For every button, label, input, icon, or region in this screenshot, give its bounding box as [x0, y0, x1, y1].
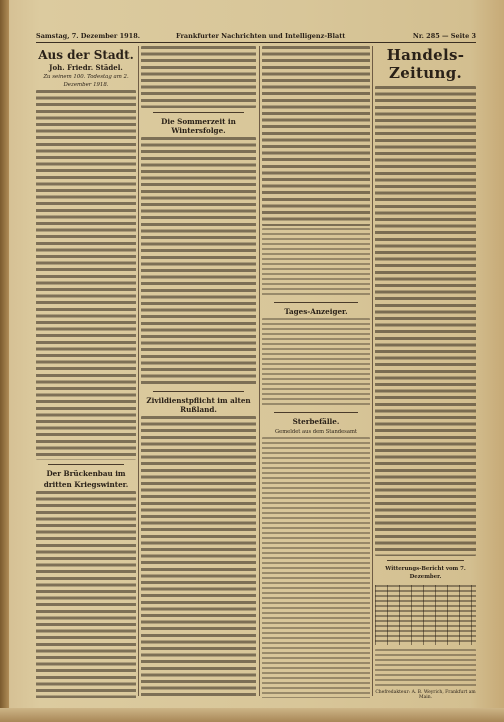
article-divider — [153, 112, 244, 113]
page-binding-edge — [0, 0, 9, 722]
column-separator — [138, 46, 139, 696]
death-notices — [262, 437, 370, 698]
article-heading: Der Brückenbau im — [46, 469, 126, 478]
page-bottom-edge — [0, 708, 504, 722]
article-body-text — [36, 491, 136, 698]
section-note: Gemeldet aus dem Standesamt — [275, 429, 357, 435]
page-footer: Chefredakteur: A. B. Weyrich, Frankfurt am Main. — [375, 690, 476, 700]
column-local-news — [36, 46, 136, 698]
article-body-text — [262, 46, 370, 226]
weather-table-title: Witterungs-Bericht vom 7. Dezember. — [385, 566, 466, 580]
article-heading: Zivildienstpflicht im alten Rußland. — [146, 396, 251, 414]
section-heading: Handels-Zeitung. — [386, 46, 465, 82]
article-divider — [274, 412, 358, 413]
article-body-text — [36, 90, 136, 460]
article-heading: Joh. Friedr. Städel. — [49, 63, 123, 72]
theater-listings — [262, 228, 370, 298]
column-business — [375, 46, 476, 698]
section-heading: Tages-Anzeiger. — [284, 307, 348, 316]
weather-notes — [375, 649, 476, 689]
article-divider — [48, 464, 124, 465]
article-divider — [387, 560, 464, 561]
section-heading: Sterbefälle. — [292, 417, 340, 426]
business-news-text — [375, 86, 476, 556]
article-divider — [153, 391, 244, 392]
page-header — [36, 30, 476, 42]
section-heading: Aus der Stadt. — [38, 48, 134, 62]
article-body-text — [141, 416, 256, 698]
header-rule — [36, 42, 476, 43]
column-articles — [141, 46, 256, 698]
header-issue: Nr. 285 — Seite 3 — [412, 32, 476, 40]
article-heading: Die Sommerzeit in Wintersfolge. — [161, 117, 236, 135]
weather-table — [375, 585, 476, 645]
column-separator — [259, 46, 260, 696]
article-dateline: Zu seinem 100. Todestag am 2. Dezember 1918. — [43, 74, 129, 88]
header-date: Samstag, 7. Dezember 1918. — [36, 32, 140, 40]
article-body-text — [141, 46, 256, 108]
column-announcements — [262, 46, 370, 698]
article-divider — [274, 302, 358, 303]
article-body-text — [141, 137, 256, 387]
daily-listings — [262, 318, 370, 408]
column-separator — [372, 46, 373, 696]
header-masthead: Frankfurter Nachrichten und Intelligenz-Blatt — [176, 32, 346, 40]
article-subheading: dritten Kriegswinter. — [43, 480, 129, 489]
